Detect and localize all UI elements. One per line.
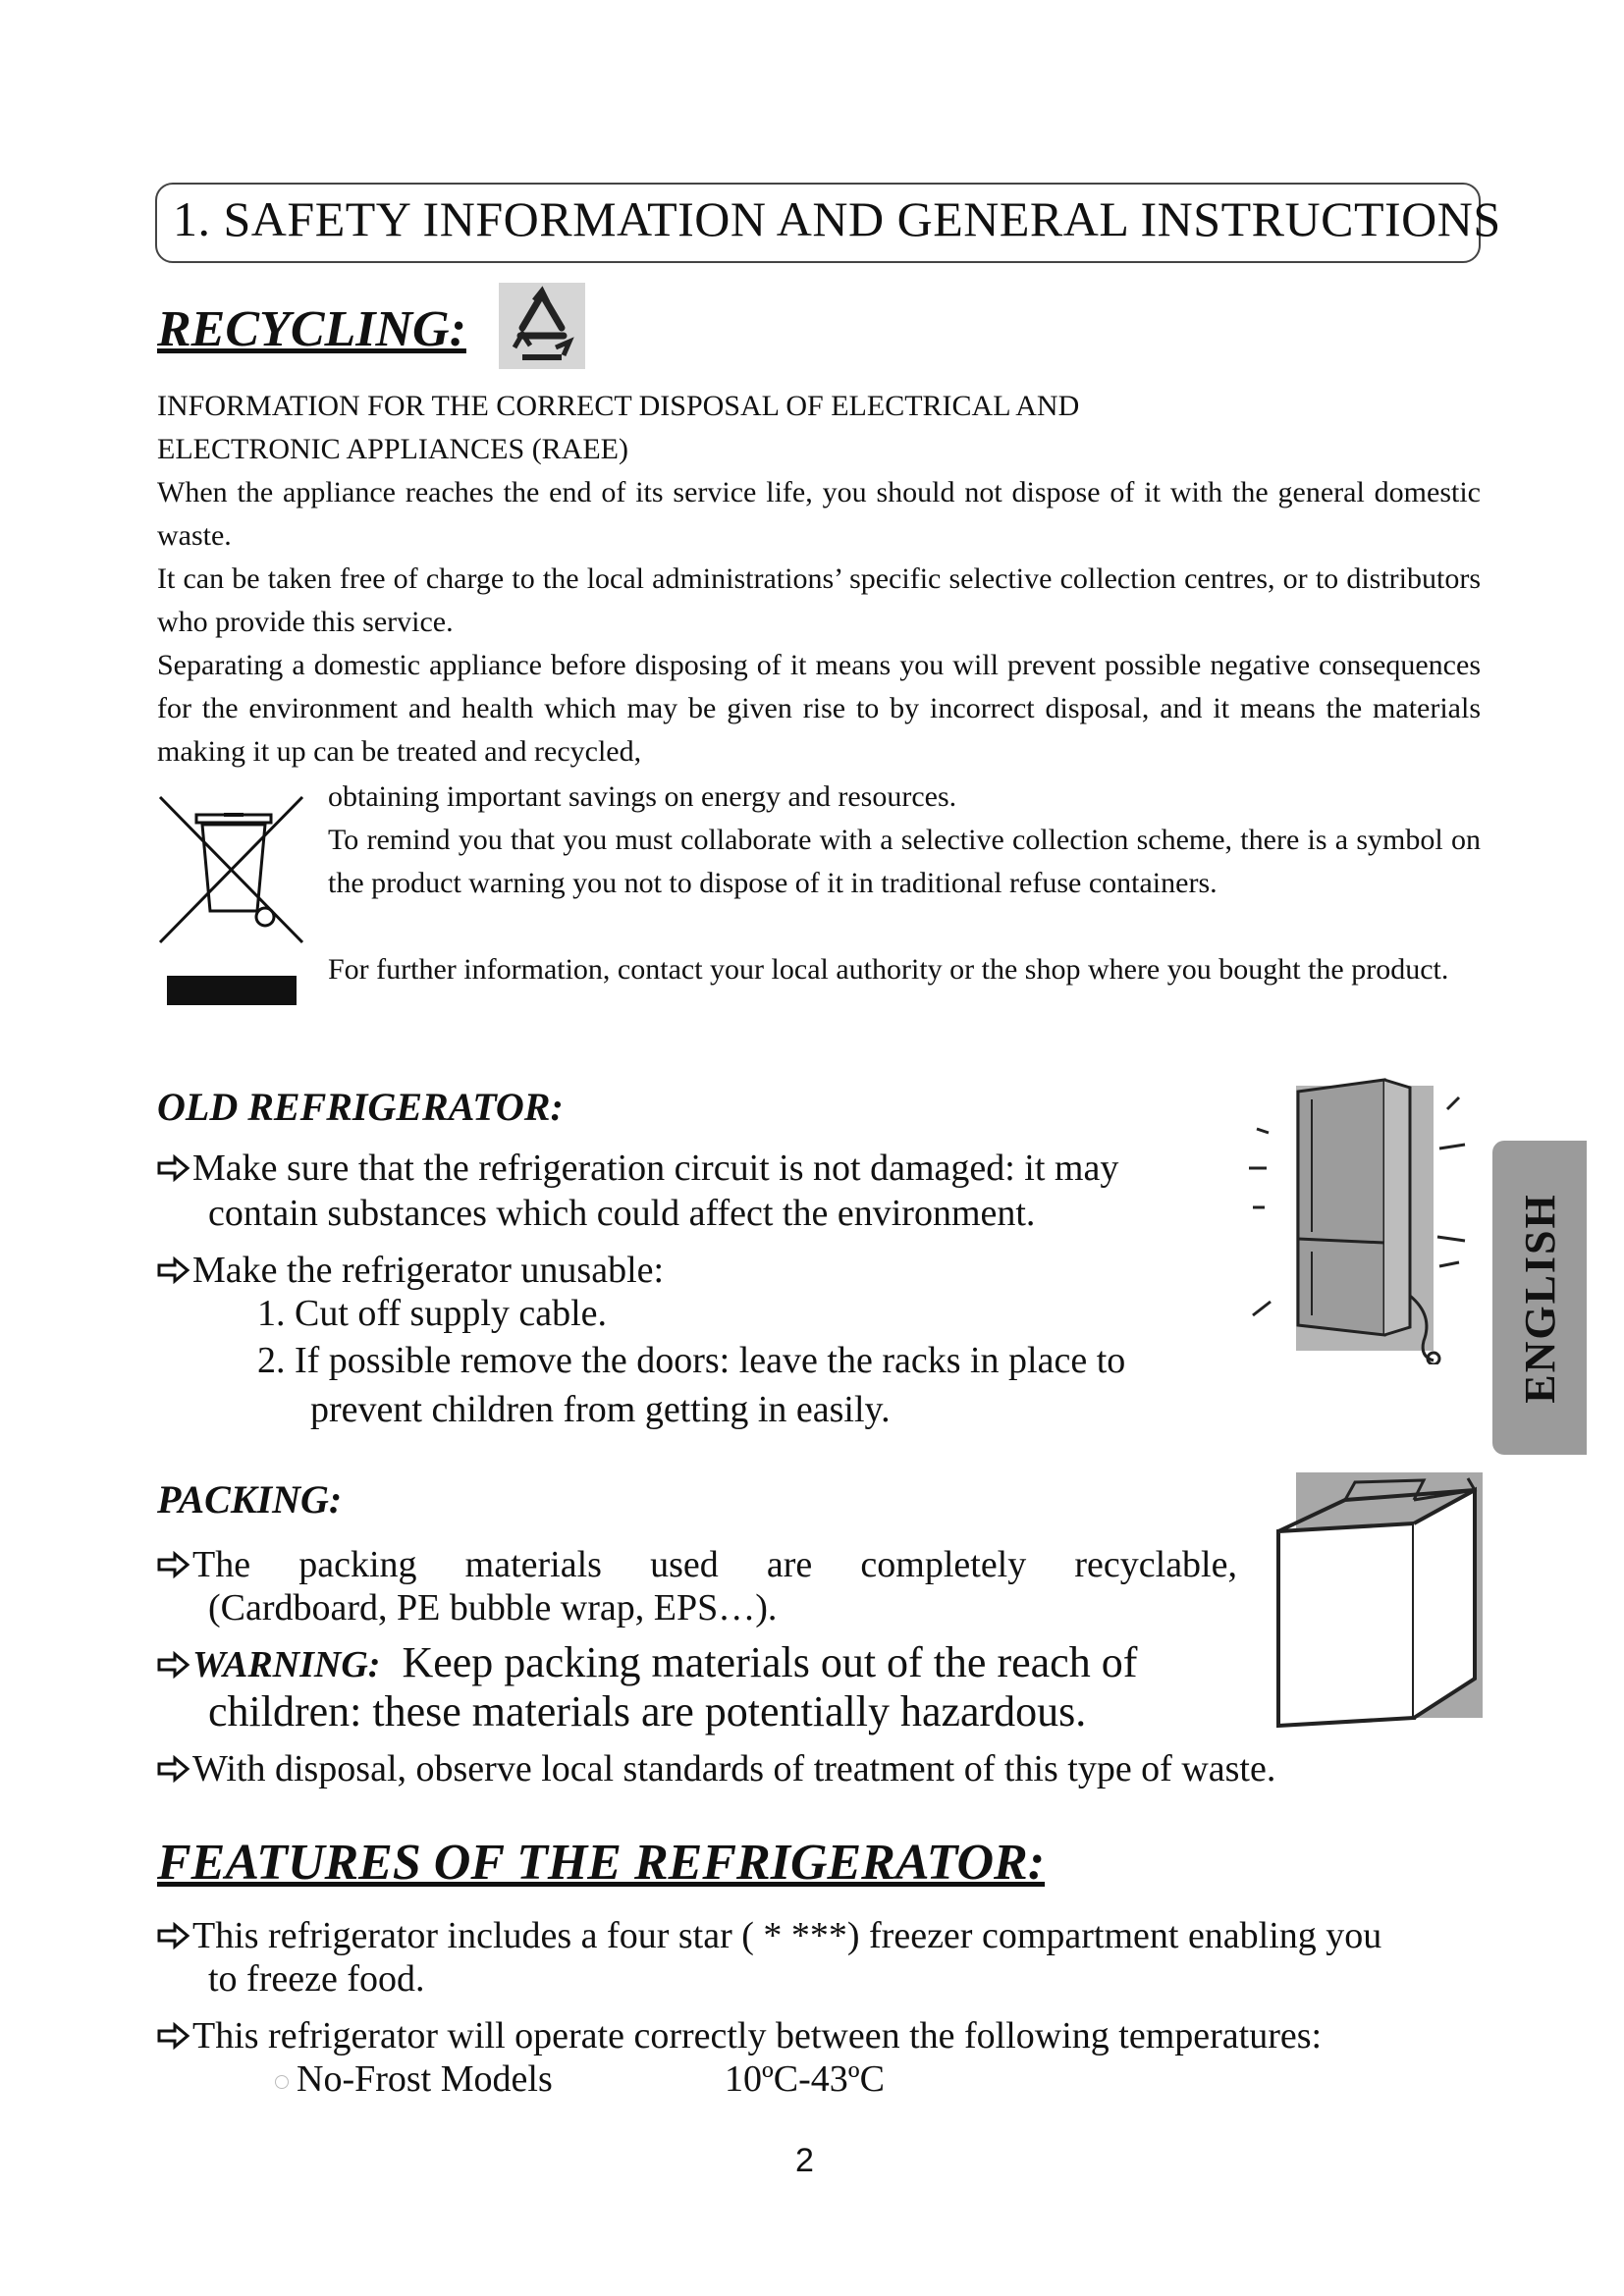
old-fridge-item-2	[157, 1247, 664, 1294]
recycling-para-3-cont: obtaining important savings on energy and resources.	[328, 780, 957, 813]
info-line-2: ELECTRONIC APPLIANCES (RAEE)	[157, 433, 628, 465]
packing-item-3	[157, 1745, 1275, 1792]
arrow-bullet-icon	[157, 1755, 190, 1783]
arrow-bullet-icon	[157, 1256, 190, 1284]
old-fridge-sub-2-line-2: prevent children from getting in easily.	[310, 1389, 891, 1430]
features-item-2	[157, 2012, 1322, 2059]
old-refrigerator-heading: OLD REFRIGERATOR:	[157, 1085, 564, 1129]
old-fridge-item-1-text: Make sure that the refrigeration circuit is not damaged: it may	[192, 1148, 1119, 1189]
crossed-bin-icon	[155, 785, 312, 1011]
old-fridge-sub-1: 1. Cut off supply cable.	[257, 1293, 608, 1334]
recycling-para-3: Separating a domestic appliance before disposing of it means you will prevent possible negative consequences for the environment and health which may be given rise to by incorrect disposal, and it means the materials making it up can be treated and recycled,	[157, 649, 1481, 768]
warning-text: Keep packing materials out of the reach of	[402, 1638, 1138, 1686]
features-item-1-line-2: to freeze food.	[208, 1958, 425, 2000]
recycling-para-1: When the appliance reaches the end of its service life, you should not dispose of it with the general domestic waste.	[157, 476, 1481, 552]
packing-item-1-text: The packing materials used are completely recyclable,	[192, 1544, 1237, 1585]
arrow-bullet-icon	[157, 1651, 190, 1679]
old-fridge-item-2-text: Make the refrigerator unusable:	[192, 1250, 665, 1291]
packing-item-1	[157, 1541, 1237, 1588]
arrow-bullet-icon	[157, 1154, 190, 1182]
packing-warning	[157, 1637, 1137, 1690]
arrow-bullet-icon	[157, 2022, 190, 2050]
old-fridge-item-1-line-2: contain substances which could affect the environment.	[208, 1193, 1036, 1234]
features-heading: FEATURES OF THE REFRIGERATOR:	[157, 1835, 1046, 1891]
no-frost-models-label: No-Frost Models	[297, 2058, 553, 2100]
packing-warning-line-2: children: these materials are potentially hazardous.	[208, 1687, 1087, 1735]
section-title: 1. SAFETY INFORMATION AND GENERAL INSTRUCTIONS	[173, 191, 1501, 246]
language-tab-label	[1492, 1141, 1587, 1455]
arrow-bullet-icon	[157, 1551, 190, 1578]
cardboard-box-illustration	[1267, 1472, 1488, 1733]
language-tab-text: ENGLISH	[1515, 1192, 1564, 1404]
old-refrigerator-illustration	[1237, 1070, 1473, 1364]
recycling-para-2: It can be taken free of charge to the local administrations’ specific selective collection centres, or to distributors who provide this service.	[157, 562, 1481, 638]
warning-label: WARNING:	[192, 1644, 381, 1685]
arrow-bullet-icon	[157, 1922, 190, 1949]
info-line-1: INFORMATION FOR THE CORRECT DISPOSAL OF ELECTRICAL AND	[157, 390, 1080, 422]
old-fridge-sub-2: 2. If possible remove the doors: leave the racks in place to	[257, 1340, 1126, 1381]
packing-item-3-text: With disposal, observe local standards of treatment of this type of waste.	[192, 1748, 1276, 1789]
page-number: 2	[795, 2142, 814, 2179]
recycling-heading: RECYCLING:	[157, 301, 466, 357]
recycling-para-5: For further information, contact your local authority or the shop where you bought the product.	[328, 953, 1449, 986]
recycle-icon	[493, 277, 591, 375]
packing-heading: PACKING:	[157, 1477, 343, 1522]
small-circle-bullet-icon	[275, 2075, 289, 2089]
packing-item-1-line-2: (Cardboard, PE bubble wrap, EPS…).	[208, 1587, 778, 1629]
old-fridge-item-1	[157, 1145, 1118, 1192]
features-item-1	[157, 1912, 1381, 1959]
features-item-1-text: This refrigerator includes a four star ( * ***) freezer compartment enabling you	[192, 1915, 1382, 1956]
features-item-2-text: This refrigerator will operate correctly between the following temperatures:	[192, 2015, 1323, 2056]
temperature-range: 10ºC-43ºC	[725, 2058, 885, 2100]
recycling-para-4: To remind you that you must collaborate with a selective collection scheme, there is a symbol on the product warning you not to dispose of it in traditional refuse containers.	[328, 824, 1481, 899]
